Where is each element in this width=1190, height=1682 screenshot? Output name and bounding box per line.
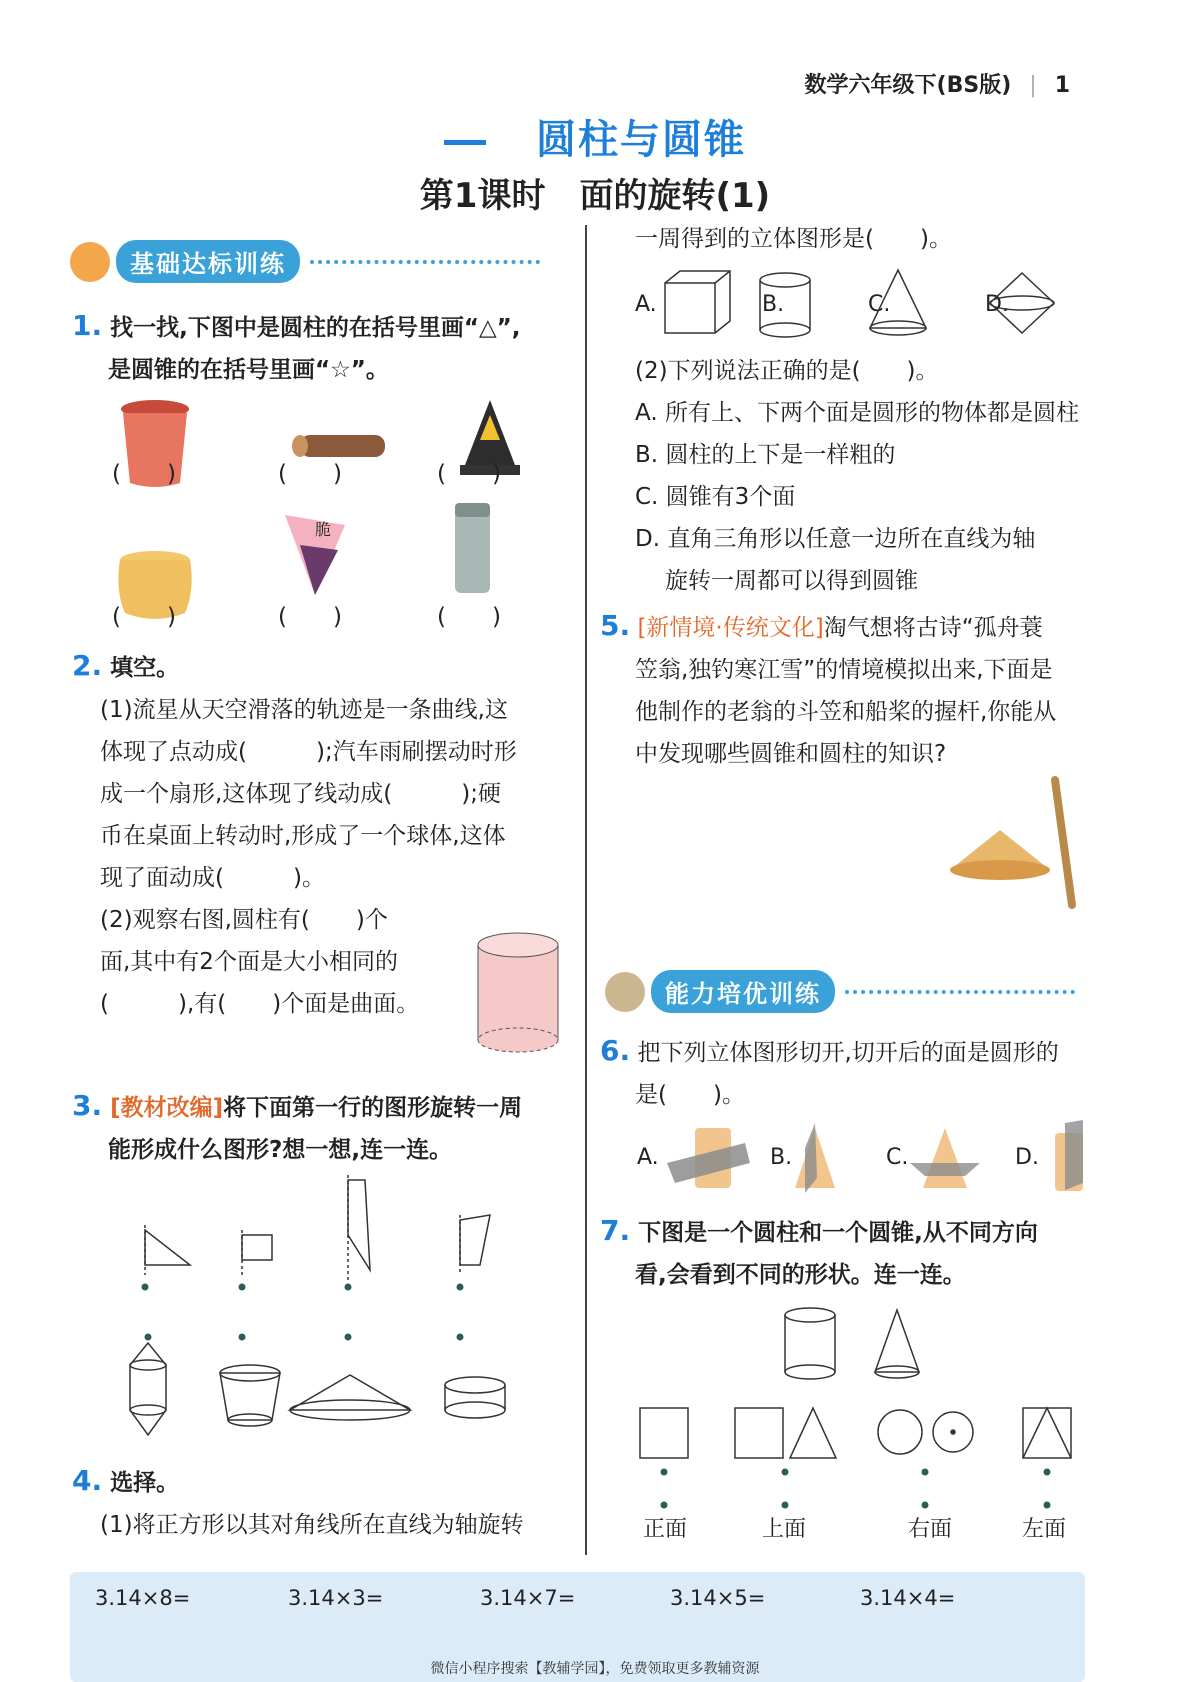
q4-choice-d[interactable]: D. 直角三角形以任意一边所在直线为轴 (635, 526, 1036, 552)
q5-text: 中发现哪些圆锥和圆柱的知识? (635, 741, 947, 767)
q1-paren-3[interactable]: ( ) (437, 461, 501, 487)
cut-cone-c (910, 1128, 980, 1188)
unit-title-text: 圆柱与圆锥 (536, 117, 746, 163)
cone-solid (875, 1310, 919, 1378)
flat-cone-solid (290, 1375, 410, 1420)
view-circles (878, 1410, 973, 1454)
q4-choice-a[interactable]: A. 所有上、下两个面是圆形的物体都是圆柱 (635, 400, 1079, 426)
q6-opt-d[interactable]: D. (1015, 1145, 1039, 1170)
q3-text-2: 能形成什么图形?想一想,连一连。 (108, 1137, 453, 1163)
q6-cut-solids (665, 1118, 1085, 1198)
q6-opt-c[interactable]: C. (886, 1145, 909, 1170)
square-shape (242, 1230, 272, 1275)
unit-dash (444, 140, 486, 145)
q4-opt-b[interactable]: B. (762, 292, 785, 317)
math-item: 3.14×8= (95, 1586, 191, 1610)
dog-mascot-icon (605, 972, 645, 1012)
thermos-icon (455, 503, 490, 593)
view-label-top: 上面 (762, 1517, 807, 1542)
cylinder-solid (785, 1308, 835, 1379)
q7-text-1: 下图是一个圆柱和一个圆锥,从不同方向 (638, 1220, 1038, 1246)
math-item: 3.14×7= (480, 1586, 576, 1610)
q1-number: 1. (72, 309, 103, 342)
q1-paren-5[interactable]: ( ) (278, 604, 342, 630)
q3-dots (142, 1284, 464, 1341)
q1-paren-2[interactable]: ( ) (278, 461, 342, 487)
q7-number: 7. (600, 1214, 631, 1247)
q4-part2-stem: (2)下列说法正确的是( )。 (635, 358, 939, 384)
section-advanced (605, 970, 1075, 1013)
footer-note: 微信小程序搜索【教辅学园】，免费领取更多教辅资源 (430, 1661, 760, 1677)
quad-shape (460, 1215, 490, 1275)
unit-title (0, 108, 1190, 165)
cut-cylinder-d (1055, 1120, 1083, 1191)
lesson-title: 第1课时 面的旋转(1) (419, 176, 771, 216)
q7 (600, 1210, 1038, 1296)
q3-tag: [教材改编] (110, 1095, 224, 1121)
q4-title: 选择。 (110, 1470, 180, 1496)
cube-solid (665, 271, 730, 333)
q7-figure (635, 1300, 1085, 1520)
short-cylinder-solid (445, 1377, 505, 1418)
q1-text-2: 是圆锥的在括号里画“☆”。 (108, 357, 389, 383)
view-square-triangle (735, 1408, 836, 1458)
q7-dots (661, 1469, 1051, 1509)
view-square-with-triangle (1023, 1408, 1071, 1458)
q4-choice-d-cont: 旋转一周都可以得到圆锥 (665, 568, 918, 594)
section-basic (70, 240, 540, 283)
q4-opt-a[interactable]: A. (635, 292, 657, 317)
q6-opt-a[interactable]: A. (637, 1145, 659, 1170)
q2-line: 成一个扇形,这体现了线动成( );硬 (100, 781, 502, 807)
q3 (72, 1085, 522, 1171)
q5-tag: [新情境·传统文化] (637, 615, 824, 641)
double-cone-solid (990, 273, 1054, 333)
q2-line: (2)观察右图,圆柱有( )个 (100, 907, 388, 933)
log-icon (292, 435, 385, 457)
cat-mascot-icon (70, 242, 110, 282)
q5-number: 5. (600, 609, 631, 642)
q3-shapes (120, 1175, 560, 1455)
q5-text: 淘气想将古诗“孤舟蓑 (823, 615, 1043, 641)
q1-paren-6[interactable]: ( ) (437, 604, 501, 630)
q7-text-2: 看,会看到不同的形状。连一连。 (635, 1262, 966, 1288)
q5 (600, 605, 1090, 775)
q4-cont: 一周得到的立体图形是( )。 (635, 226, 952, 252)
view-label-right: 右面 (908, 1517, 953, 1542)
q2-line: 面,其中有2个面是大小相同的 (100, 949, 398, 975)
q4-text-1: (1)将正方形以其对角线所在直线为轴旋转 (100, 1512, 524, 1538)
oar-handle-icon (1055, 780, 1072, 905)
q2-line: 体现了点动成( );汽车雨刷摆动时形 (100, 739, 517, 765)
q2-line: 现了面动成( )。 (100, 865, 325, 891)
ice-cream-label: 脆 (315, 520, 332, 539)
cone-solid (870, 270, 926, 335)
column-divider (585, 225, 587, 1555)
q4-number: 4. (72, 1464, 103, 1497)
q2-line: 币在桌面上转动时,形成了一个球体,这体 (100, 823, 506, 849)
page-number: 1 (1054, 73, 1070, 98)
q6 (600, 1030, 1059, 1116)
q1 (72, 305, 521, 391)
header-separator: | (1029, 73, 1037, 98)
q5-text: 他制作的老翁的斗笠和船桨的握杆,你能从 (635, 699, 1057, 725)
view-label-left: 左面 (1022, 1517, 1067, 1542)
q2-cylinder-figure (470, 930, 565, 1055)
ice-cream-cone-icon (285, 515, 345, 595)
section-dots (845, 990, 1075, 994)
frustum-solid (220, 1365, 280, 1426)
q6-text-1: 把下列立体图形切开,切开后的面是圆形的 (637, 1040, 1059, 1066)
bamboo-hat-icon (950, 830, 1050, 880)
q2-title: 填空。 (110, 655, 180, 681)
q4-solids (660, 268, 1090, 343)
q4-choice-b[interactable]: B. 圆柱的上下是一样粗的 (635, 442, 896, 468)
q6-number: 6. (600, 1034, 631, 1067)
book-header (805, 68, 1070, 99)
q3-number: 3. (72, 1089, 103, 1122)
q2-line: (1)流星从天空滑落的轨迹是一条曲线,这 (100, 697, 508, 723)
q6-opt-b[interactable]: B. (770, 1145, 793, 1170)
q4-choice-c[interactable]: C. 圆锥有3个面 (635, 484, 796, 510)
q4-opt-d[interactable]: D. (985, 292, 1009, 317)
section-advanced-label: 能力培优训练 (651, 970, 835, 1013)
q1-text-1: 找一找,下图中是圆柱的在括号里画“△”, (110, 315, 521, 341)
q6-text-2: 是( )。 (635, 1082, 745, 1108)
q4 (72, 1460, 524, 1546)
cut-cone-b (795, 1123, 835, 1193)
double-cone-cylinder-solid (130, 1343, 166, 1435)
q1-paren-1[interactable]: ( ) (112, 461, 176, 487)
math-item: 3.14×3= (288, 1586, 384, 1610)
q4-opt-c[interactable]: C. (868, 292, 891, 317)
view-square (640, 1408, 688, 1458)
view-label-front: 正面 (643, 1517, 688, 1542)
q5-figure (940, 775, 1090, 915)
q2-line: ( ),有( )个面是曲面。 (100, 991, 420, 1017)
triangle-shape (145, 1225, 190, 1275)
q2-number: 2. (72, 649, 103, 682)
q1-paren-4[interactable]: ( ) (112, 604, 176, 630)
section-dots (310, 260, 540, 264)
q5-text: 笠翁,独钓寒江雪”的情境模拟出来,下面是 (635, 657, 1053, 683)
trapezoid-shape (348, 1175, 370, 1280)
math-item: 3.14×5= (670, 1586, 766, 1610)
cut-cylinder-a (667, 1128, 750, 1188)
q4-part2 (635, 350, 1079, 602)
math-item: 3.14×4= (860, 1586, 956, 1610)
section-basic-label: 基础达标训练 (116, 240, 300, 283)
q3-text-1: 将下面第一行的图形旋转一周 (223, 1095, 523, 1121)
cylinder-solid (760, 273, 810, 337)
book-title: 数学六年级下(BS版) (804, 73, 1012, 98)
